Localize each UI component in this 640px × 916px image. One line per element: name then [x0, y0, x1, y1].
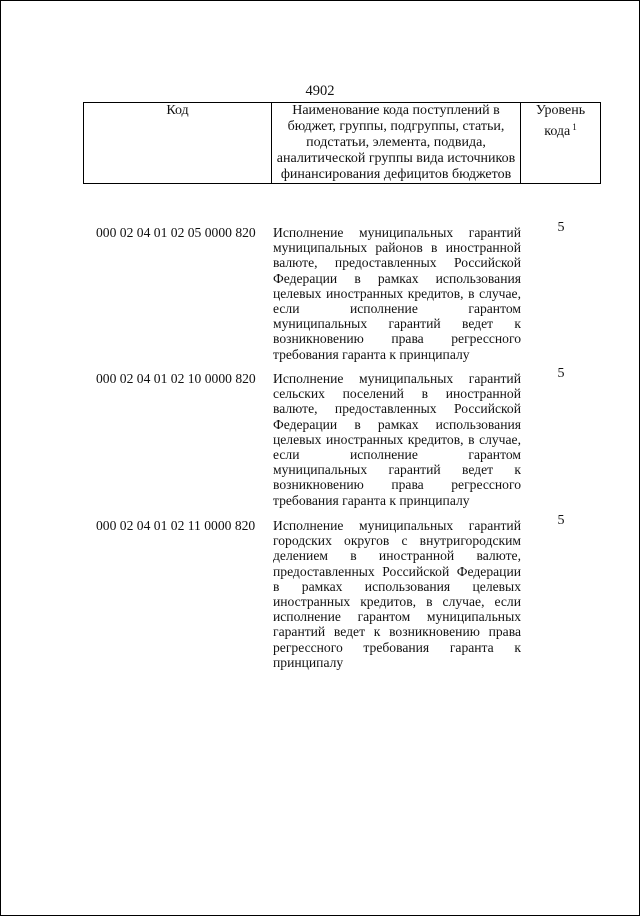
entry-code: 000 02 04 01 02 10 0000 820	[96, 371, 256, 386]
entry-code: 000 02 04 01 02 11 0000 820	[96, 518, 256, 533]
table-header	[83, 102, 601, 184]
entry-level: 5	[557, 513, 565, 528]
entry-level: 5	[557, 220, 565, 235]
header-code: Код	[84, 103, 272, 184]
entry-name: Исполнение муниципальных гарантий городских округов с внутригородским делением в иностранной валюте, предоставленных Российской Федерации в рамках использования целевых иностранных кредитов, в случае, если исполнение гарантом муниципальных гарантий ведет к возникновению права регрессного требования гаранта к принципалу	[273, 518, 521, 670]
entry-name: Исполнение муниципальных гарантий муниципальных районов в иностранной валюте, предоставленных Российской Федерации в рамках использования целевых иностранных кредитов, в случае, если исполнение гарантом муниципальных гарантий ведет к возникновению права регрессного требования гаранта к принципалу	[273, 225, 521, 362]
header-level	[521, 103, 601, 184]
page-number: 4902	[305, 83, 335, 99]
entry-code: 000 02 04 01 02 05 0000 820	[96, 225, 256, 240]
header-level-footnote: 1	[572, 122, 577, 132]
entry-name: Исполнение муниципальных гарантий сельских поселений в иностранной валюте, предоставленных Российской Федерации в рамках использования целевых иностранных кредитов, в случае, если исполнение гарантом муниципальных гарантий ведет к возникновению права регрессного требования гаранта к принципалу	[273, 371, 521, 508]
header-level-label: Уровень кода	[535, 103, 586, 139]
entry-level: 5	[557, 366, 565, 381]
header-name: Наименование кода поступлений в бюджет, группы, подгруппы, статьи, подстатьи, элемента, подвида, аналитической группы вида источников финансирования дефицитов бюджетов	[272, 103, 521, 184]
